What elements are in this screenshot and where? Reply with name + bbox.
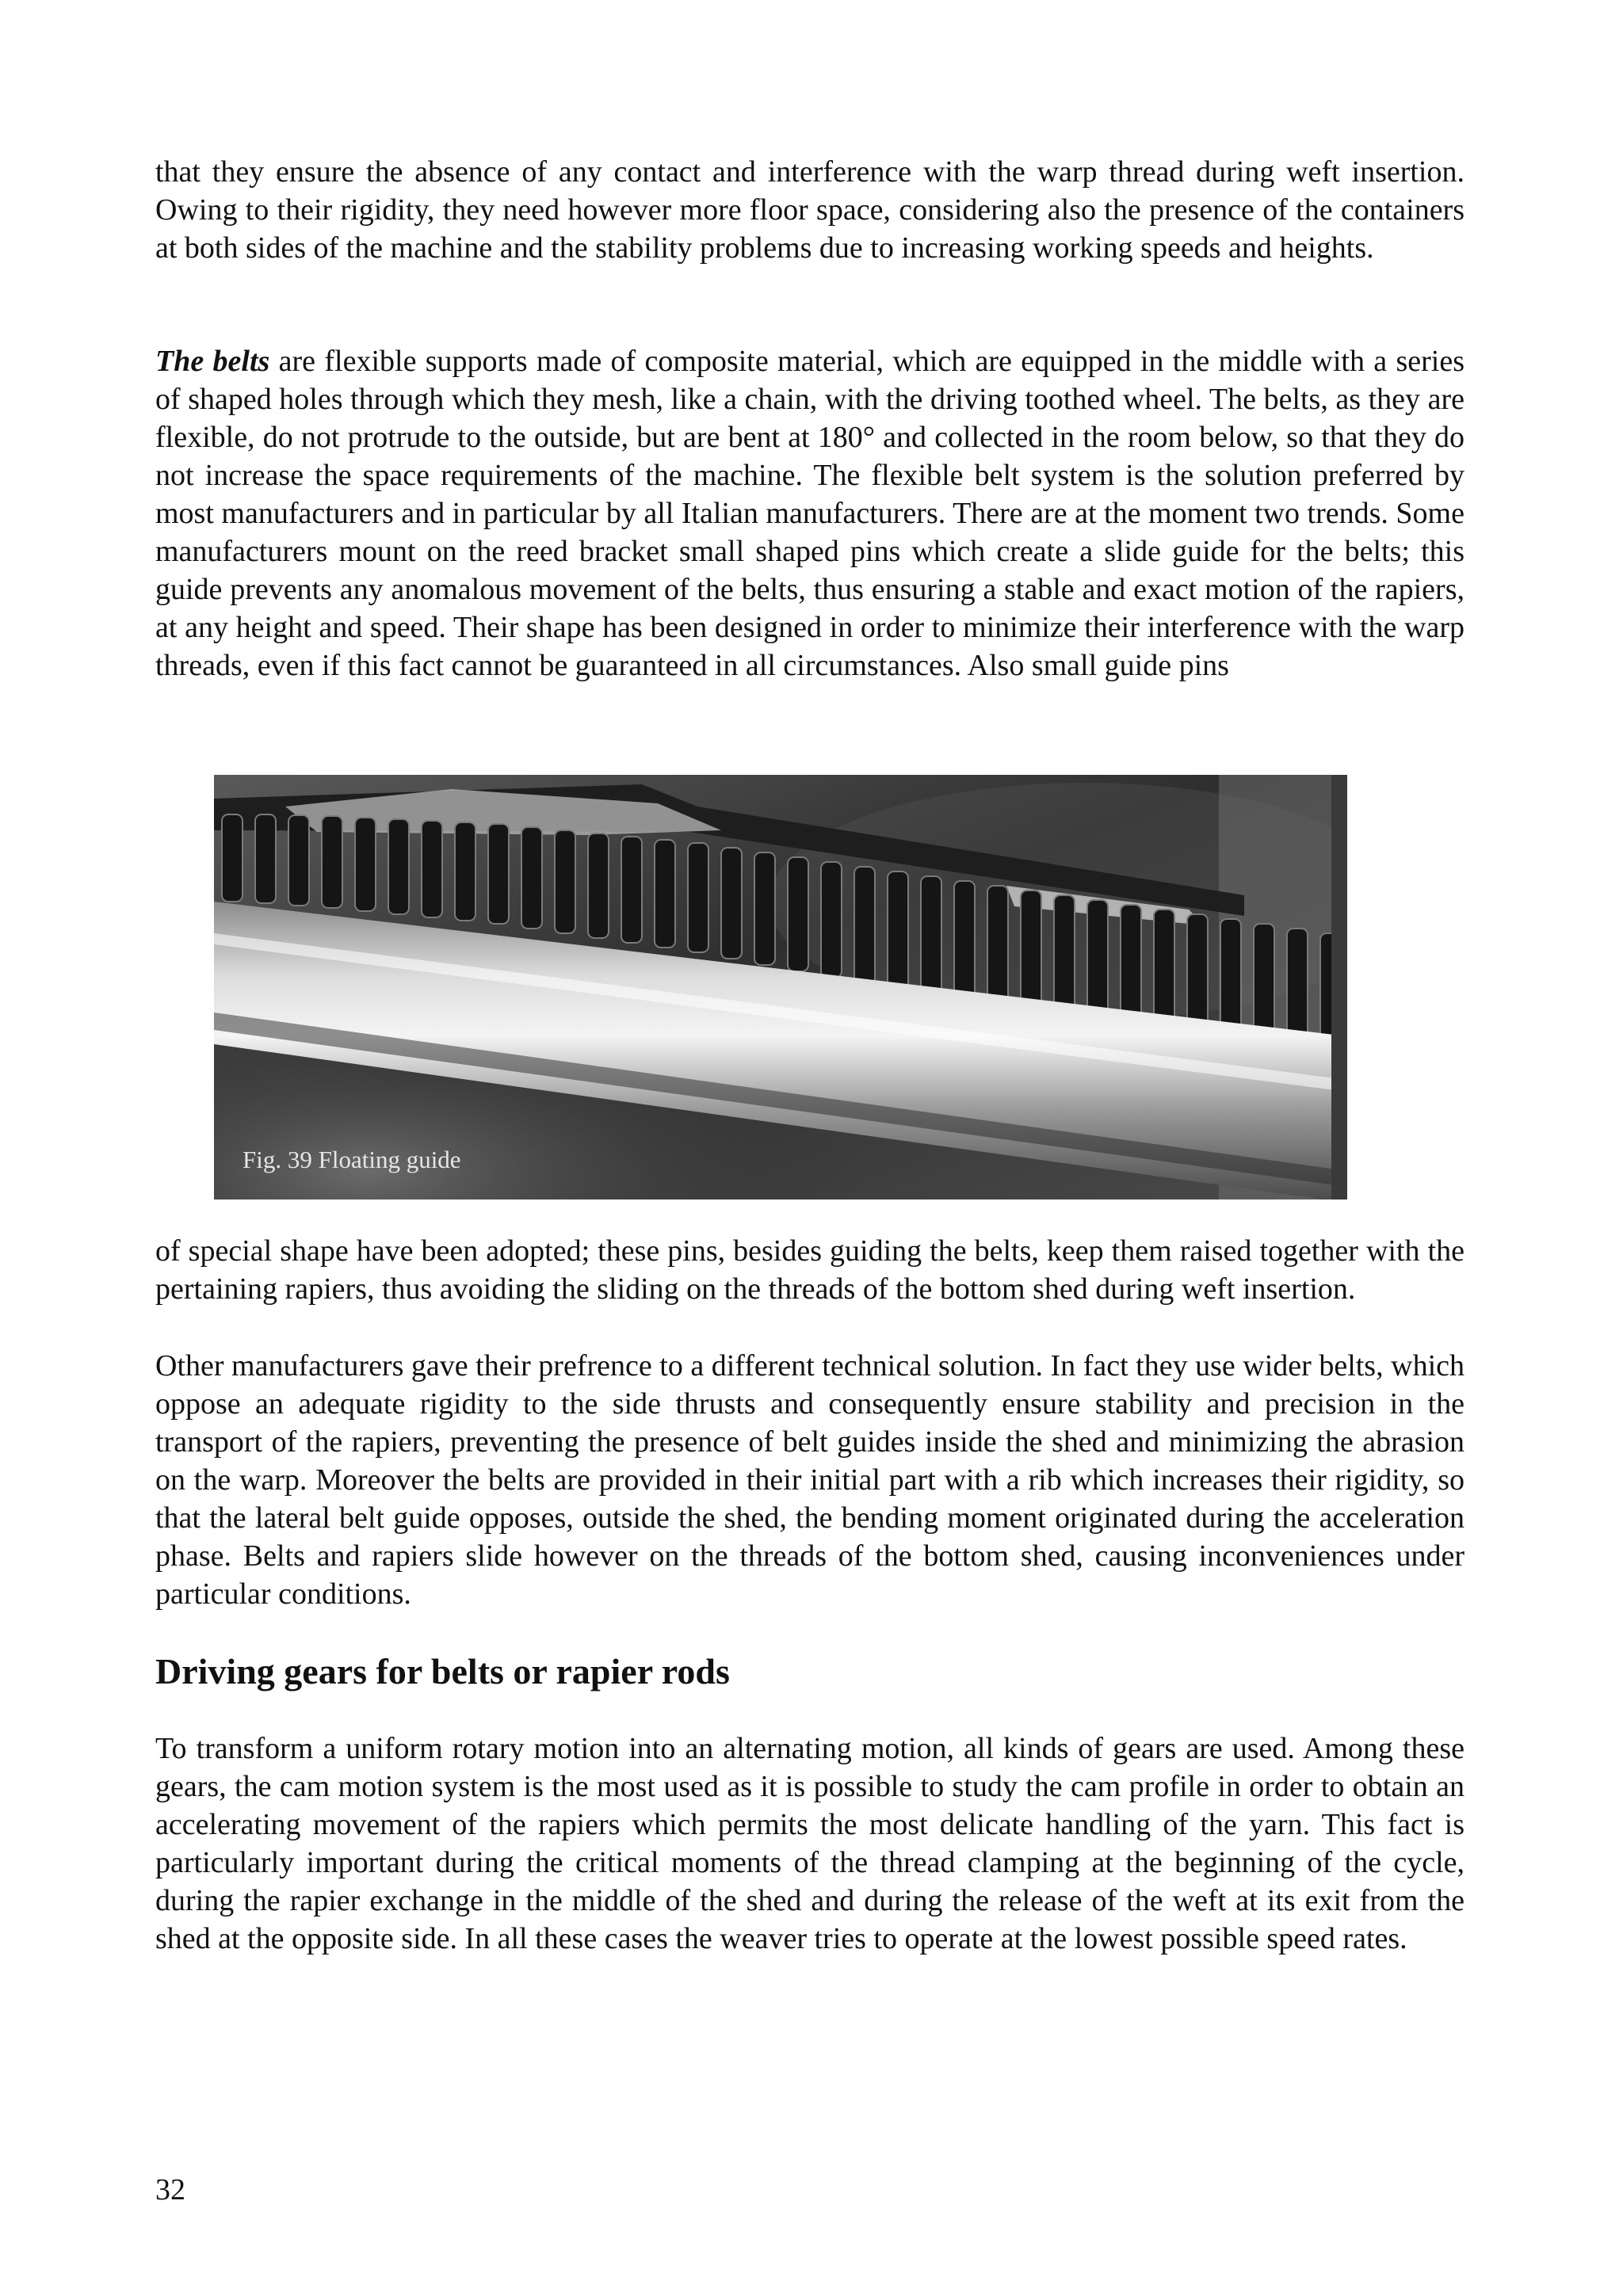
section-heading: Driving gears for belts or rapier rods — [155, 1651, 730, 1691]
figure-caption: Fig. 39 Floating guide — [242, 1146, 461, 1173]
page-number: 32 — [155, 2173, 185, 2206]
floating-guide-photo — [214, 775, 1347, 1199]
belts-lead-term: The belts — [155, 345, 270, 378]
belts-body-text: are flexible supports made of composite material, which are equipped in the middle with a series of shaped holes through which they mesh, like a chain, with the driving toothed wheel. The belts, as they are flexible, do not protrude to the outside, but are bent at 180° and collected in the room below, so that they do not increase the space requirements of the machine. The flexible belt system is the solution preferred by most manufacturers and in particular by all Italian manufacturers. There are at the moment two trends. Some manufacturers mount on the reed bracket small shaped pins which create a slide guide for the belts; this guide prevents any anomalous movement of the belts, thus ensuring a stable and exact motion of the rapiers, at any height and speed. Their shape has been designed in order to minimize their interference with the warp threads, even if this fact cannot be guaranteed in all circumstances. Also small guide pins — [155, 345, 1465, 682]
paragraph-wider-belts: Other manufacturers gave their prefrence to a different technical solution. In fact they use wider belts, which oppose an adequate rigidity to the side thrusts and consequently ensure stability and precision in the transport of the rapiers, preventing the presence of belt guides inside the shed and minimizing the abrasion on the warp. Moreover the belts are provided in their initial part with a rib which increases their rigidity, so that the lateral belt guide opposes, outside the shed, the bending moment originated during the acceleration phase. Belts and rapiers slide however on the threads of the bottom shed, causing inconveniences under particular conditions. — [155, 1349, 1465, 1611]
paragraph-belts — [155, 342, 1465, 685]
paragraph-special-pins: of special shape have been adopted; these pins, besides guiding the belts, keep them raised together with the pertaining rapiers, thus avoiding the sliding on the threads of the bottom shed during weft insertion. — [155, 1234, 1465, 1306]
paragraph-rigid-rapiers: that they ensure the absence of any contact and interference with the warp thread during weft insertion. Owing to their rigidity, they need however more floor space, considering also the presence of the containers at both sides of the machine and the stability problems due to increasing working speeds and heights. — [155, 155, 1465, 265]
figure-floating-guide — [214, 775, 1347, 1199]
paragraph-driving-gears: To transform a uniform rotary motion into an alternating motion, all kinds of gears are used. Among these gears, the cam motion system is the most used as it is possible to study the cam profile in order to obtain an accelerating movement of the rapiers which permits the most delicate handling of the yarn. This fact is particularly important during the critical moments of the thread clamping at the beginning of the cycle, during the rapier exchange in the middle of the shed and during the release of the weft at its exit from the shed at the opposite side. In all these cases the weaver tries to operate at the lowest possible speed rates. — [155, 1732, 1465, 1955]
